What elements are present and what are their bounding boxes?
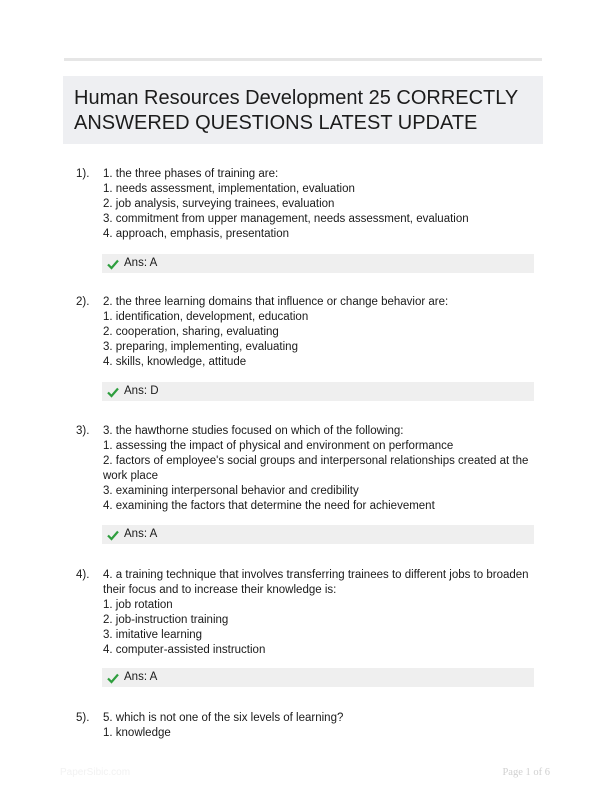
question-body (103, 295, 535, 370)
check-icon (107, 258, 119, 270)
option: 3. examining interpersonal behavior and credibility (103, 485, 359, 497)
question-number: 3). (76, 425, 90, 437)
answer-text: Ans: A (124, 528, 158, 540)
option: 2. cooperation, sharing, evaluating (103, 326, 279, 338)
option: 4. approach, emphasis, presentation (103, 228, 290, 240)
question-body (103, 711, 535, 741)
answer-box (102, 668, 534, 687)
question-number: 5). (76, 712, 90, 724)
option: 3. commitment from upper management, needs assessment, evaluation (103, 213, 469, 225)
check-icon (107, 672, 119, 684)
footer-watermark: PaperSibic.com (60, 767, 131, 778)
answer-text: Ans: D (124, 385, 159, 397)
answer-text: Ans: A (124, 257, 158, 269)
question-body (103, 424, 535, 514)
option: 3. imitative learning (103, 629, 203, 641)
question-prompt: 1. the three phases of training are: (103, 168, 279, 180)
option: 1. identification, development, education (103, 311, 309, 323)
question-body (103, 568, 535, 658)
option: 2. job-instruction training (103, 614, 229, 626)
option: 1. job rotation (103, 599, 173, 611)
page-number: Page 1 of 6 (502, 767, 550, 778)
option: 4. examining the factors that determine the need for achievement (103, 500, 435, 512)
check-icon (107, 529, 119, 541)
answer-box (102, 525, 534, 544)
question-prompt: 2. the three learning domains that influence or change behavior are: (103, 296, 449, 308)
answer-text: Ans: A (124, 671, 158, 683)
option: 4. computer-assisted instruction (103, 644, 266, 656)
top-divider (64, 58, 542, 61)
question-prompt: 3. the hawthorne studies focused on which of the following: (103, 425, 404, 437)
option: 1. knowledge (103, 727, 171, 739)
option: 2. factors of employee's social groups and interpersonal relationships created at the work place (103, 455, 529, 482)
option: 1. needs assessment, implementation, evaluation (103, 183, 355, 195)
question-number: 2). (76, 296, 90, 308)
answer-box (102, 382, 534, 401)
question-number: 1). (76, 168, 90, 180)
option: 4. skills, knowledge, attitude (103, 356, 247, 368)
title-banner (63, 76, 543, 144)
option: 3. preparing, implementing, evaluating (103, 341, 298, 353)
option: 2. job analysis, surveying trainees, evaluation (103, 198, 335, 210)
question-number: 4). (76, 569, 90, 581)
question-prompt: 5. which is not one of the six levels of learning? (103, 712, 344, 724)
question-prompt: 4. a training technique that involves transferring trainees to different jobs to broaden their focus and to increase their knowledge is: (103, 569, 529, 596)
answer-box (102, 254, 534, 273)
question-body (103, 167, 535, 242)
check-icon (107, 386, 119, 398)
option: 1. assessing the impact of physical and environment on performance (103, 440, 454, 452)
page-title: Human Resources Development 25 CORRECTLY ANSWERED QUESTIONS LATEST UPDATE (74, 87, 518, 134)
